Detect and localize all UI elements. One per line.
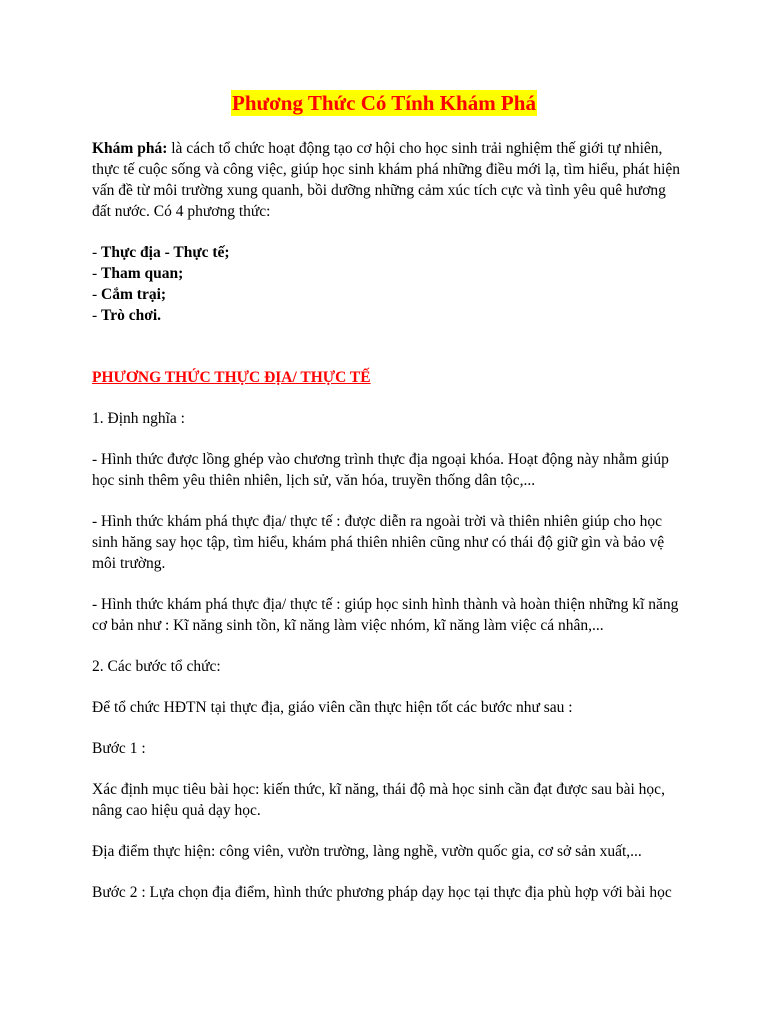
method-label: Trò chơi. — [101, 307, 162, 324]
body-paragraph: - Hình thức khám phá thực địa/ thực tế : được diễn ra ngoài trời và thiên nhiên giúp cho học sinh hăng say học tập, tìm hiểu, khám phá thiên nhiên cũng như có thái độ giữ gìn và bảo vệ môi trường. — [92, 513, 665, 572]
body-paragraph: - Hình thức được lồng ghép vào chương trình thực địa ngoại khóa. Hoạt động này nhằm giúp học sinh thêm yêu thiên nhiên, lịch sử, văn hóa, truyền thống dân tộc,... — [92, 451, 669, 489]
body-paragraph: Xác định mục tiêu bài học: kiến thức, kĩ năng, thái độ mà học sinh cần đạt được sau bài học, nâng cao hiệu quả dạy học. — [92, 781, 665, 819]
document-body — [92, 138, 682, 903]
title-container — [0, 90, 768, 116]
method-label: Tham quan; — [101, 265, 184, 282]
body-paragraph: - Hình thức khám phá thực địa/ thực tế : giúp học sinh hình thành và hoàn thiện những kĩ năng cơ bản như : Kĩ năng sinh tồn, kĩ năng làm việc nhóm, kĩ năng làm việc cá nhân,... — [92, 596, 679, 634]
definition-heading: 1. Định nghĩa : — [92, 410, 185, 427]
intro-term: Khám phá: — [92, 140, 168, 157]
list-dash: - — [92, 244, 102, 261]
page-title: Phương Thức Có Tính Khám Phá — [232, 91, 536, 115]
steps-heading: 2. Các bước tổ chức: — [92, 658, 221, 675]
list-dash: - — [92, 286, 102, 303]
body-paragraph: Bước 2 : Lựa chọn địa điểm, hình thức phương pháp dạy học tại thực địa phù hợp với bài học — [92, 884, 672, 901]
method-label: Thực địa - Thực tế; — [101, 244, 230, 261]
intro-paragraph — [92, 138, 682, 222]
list-item — [92, 284, 682, 305]
list-item — [92, 263, 682, 284]
list-dash: - — [92, 265, 102, 282]
list-item — [92, 305, 682, 326]
methods-list — [92, 242, 682, 326]
body-paragraph: Địa điểm thực hiện: công viên, vườn trường, làng nghề, vườn quốc gia, cơ sở sản xuất,... — [92, 843, 642, 860]
section-heading: PHƯƠNG THỨC THỰC ĐỊA/ THỰC TẾ — [92, 369, 371, 386]
step-label: Bước 1 : — [92, 740, 146, 757]
intro-text: là cách tổ chức hoạt động tạo cơ hội cho học sinh trải nghiệm thế giới tự nhiên, thực tế cuộc sống và công việc, giúp học sinh khám phá những điều mới lạ, tìm hiểu, phát hiện vấn đề từ môi trường xung quanh, bồi dưỡng những cảm xúc tích cực và tình yêu quê hương đất nước. Có 4 phương thức: — [92, 140, 681, 220]
method-label: Cắm trại; — [101, 286, 167, 303]
list-item — [92, 242, 682, 263]
list-dash: - — [92, 307, 102, 324]
body-paragraph: Để tổ chức HĐTN tại thực địa, giáo viên cần thực hiện tốt các bước như sau : — [92, 699, 573, 716]
section-heading-paragraph — [92, 367, 682, 388]
